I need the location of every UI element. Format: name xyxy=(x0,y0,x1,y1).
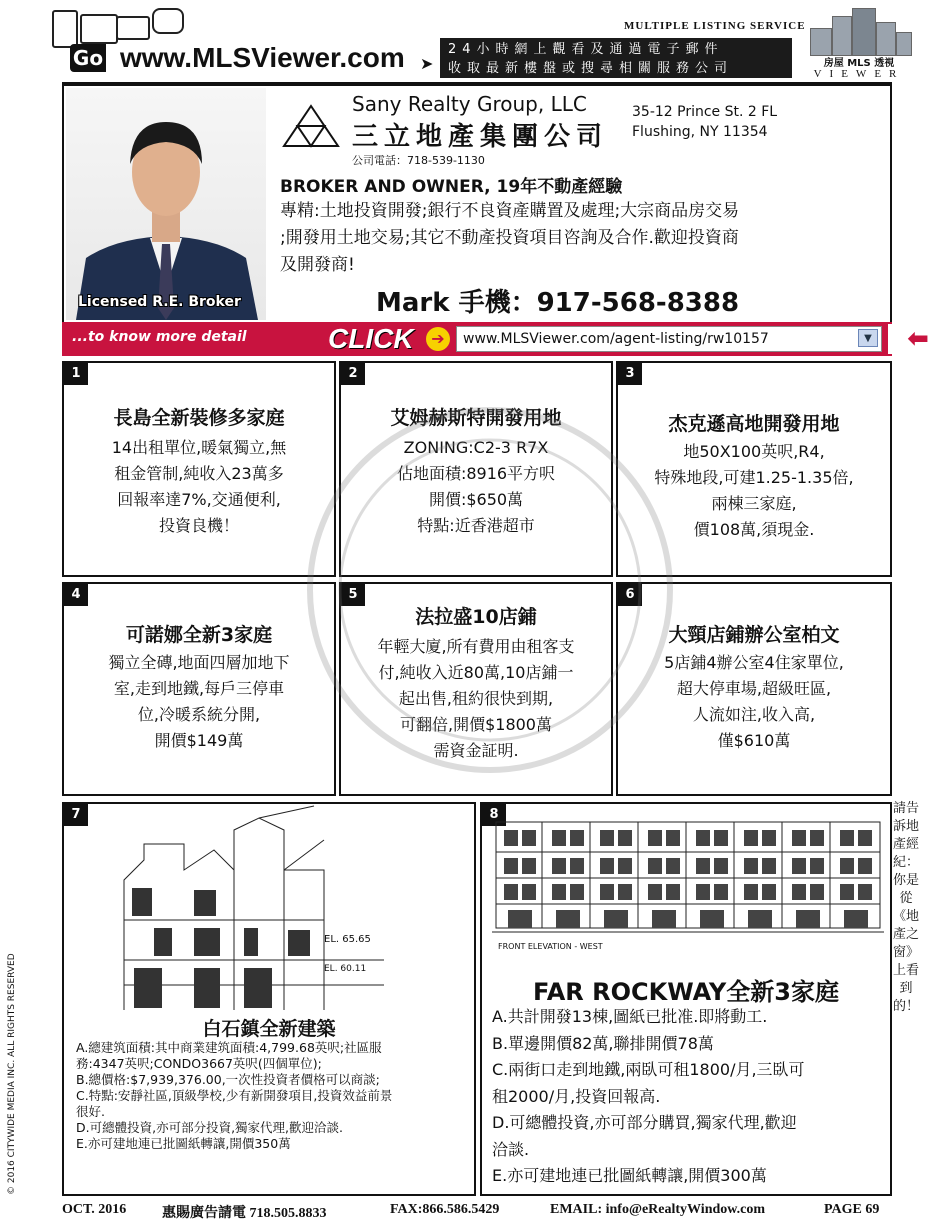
listing-line: 5店鋪4辦公室4住家單位, xyxy=(664,653,844,672)
mls-viewer-logo xyxy=(804,6,914,80)
devices-icon xyxy=(52,6,182,46)
listing-box-3 xyxy=(616,361,892,577)
listing-line: 開價$149萬 xyxy=(154,731,244,750)
listing-box-8 xyxy=(480,802,892,1196)
cursor-icon: ➤ xyxy=(420,54,434,73)
company-name-zh: 三立地產集團公司 xyxy=(352,122,609,152)
listing-text xyxy=(76,1040,472,1152)
listing-title: 可諾娜全新3家庭 xyxy=(125,624,273,646)
listing-box-2 xyxy=(339,361,613,577)
elevation-label-low: EL. 60.11 xyxy=(324,964,367,974)
listing-line: C.兩街口走到地鐵,兩臥可租1800/月,三臥可 xyxy=(492,1060,805,1079)
listing-line: 租2000/月,投資回報高. xyxy=(492,1086,661,1106)
back-arrow-icon[interactable]: ⬅ xyxy=(888,324,948,354)
listing-line: 回報率達7%,交通便利, xyxy=(117,490,281,509)
listing-text xyxy=(618,439,890,543)
listing-title: FAR ROCKWAY全新3家庭 xyxy=(533,978,839,1006)
listing-line: 租金管制,純收入23萬多 xyxy=(114,464,284,483)
elevation-caption: FRONT ELEVATION - WEST xyxy=(498,942,603,951)
listing-line: ZONING:C2-3 R7X xyxy=(403,438,549,457)
go-button[interactable]: Go xyxy=(70,44,106,72)
company-address xyxy=(632,102,777,142)
listing-box-1 xyxy=(62,361,336,577)
listing-line: 起出售,租約很快到期, xyxy=(398,689,554,708)
listing-line: 洽談. xyxy=(492,1139,530,1159)
tagline-line2: 收取最新樓盤或搜尋相關服務公司 xyxy=(448,61,734,76)
footer-fax: FAX:866.586.5429 xyxy=(390,1202,500,1217)
address-line1: 35-12 Prince St. 2 FL xyxy=(632,104,778,120)
listing-line: 投資良機！ xyxy=(158,516,239,535)
address-line2: Flushing, NY 11354 xyxy=(632,124,768,140)
listing-line: 價108萬,須現金. xyxy=(693,520,815,539)
listing-number: 8 xyxy=(482,804,506,826)
listing-number: 4 xyxy=(64,584,88,606)
listing-title: 白石鎮全新建築 xyxy=(202,1018,336,1040)
listing-line: 僅$610萬 xyxy=(717,731,791,750)
listing-title: 法拉盛10店鋪 xyxy=(415,606,537,628)
broker-experience: BROKER AND OWNER, 19年不動產經驗 xyxy=(280,177,623,197)
listing-text xyxy=(341,435,611,539)
townhouse-elevation-drawing xyxy=(492,814,884,940)
chevron-down-icon[interactable]: ▼ xyxy=(858,329,878,347)
company-name-en: Sany Realty Group, LLC xyxy=(352,92,587,116)
tagline-line1: 24小時網上觀看及通過電子郵件 xyxy=(448,42,724,57)
listing-line: 特殊地段,可建1.25-1.35倍, xyxy=(654,468,854,487)
footer-date: OCT. 2016 xyxy=(62,1202,127,1217)
specialty-line3: 及開發商! xyxy=(280,255,355,275)
click-button[interactable]: CLICK xyxy=(328,323,414,354)
agent-photo xyxy=(66,88,266,320)
tagline xyxy=(440,38,792,78)
listing-line: 室,走到地鐵,每戶三停車 xyxy=(113,679,285,698)
listing-title: 杰克遜高地開發用地 xyxy=(668,413,840,435)
listing-line: 地50X100英呎,R4, xyxy=(683,442,825,461)
company-phone: 公司電話：718-539-1130 xyxy=(352,154,485,167)
listing-line: D.可總體投資,亦可部分投資,獨家代理,歡迎洽談. xyxy=(76,1120,343,1135)
listing-line: 超大停車場,超級旺區, xyxy=(676,679,832,698)
listing-line: 很好. xyxy=(76,1104,105,1119)
listing-line: 年輕大廈,所有費用由租客支 xyxy=(377,637,575,656)
listing-title: 艾姆赫斯特開發用地 xyxy=(390,407,562,429)
listing-line: 人流如注,收入高, xyxy=(692,705,816,724)
side-slogan: 請告訴地產經紀：你是從《地產之窗》上看到的！ xyxy=(893,801,920,1014)
agent-specialty xyxy=(280,198,886,279)
footer-email: EMAIL: info@eRealtyWindow.com xyxy=(550,1202,765,1217)
listing-line: B.單邊開價82萬,聯排開價78萬 xyxy=(492,1033,714,1053)
listing-box-6 xyxy=(616,582,892,796)
listing-line: A.共計開發13棟,圖紙已批准.即將動工. xyxy=(492,1007,768,1026)
listing-number: 6 xyxy=(618,584,642,606)
listing-line: 務:4347英呎;CONDO3667英呎(四個單位); xyxy=(76,1056,322,1071)
listing-number: 7 xyxy=(64,804,88,826)
listing-text xyxy=(492,1004,892,1190)
listing-line: 可翻倍,開價$1800萬 xyxy=(400,715,552,734)
listing-line: E.亦可建地連已批圖紙轉讓,開價300萬 xyxy=(492,1166,767,1185)
elevation-label-high: EL. 65.65 xyxy=(324,934,371,945)
footer-page: PAGE 69 xyxy=(824,1202,880,1217)
listing-line: 14出租單位,暖氣獨立,無 xyxy=(111,438,287,457)
listing-line: 開價:$650萬 xyxy=(428,490,524,509)
listing-number: 1 xyxy=(64,363,88,385)
listing-line: D.可總體投資,亦可部分購買,獨家代理,歡迎 xyxy=(492,1113,797,1132)
arrow-right-icon: ➔ xyxy=(426,327,450,351)
logo-caption: 房屋 MLS 透視 xyxy=(823,58,895,69)
more-detail-text: ...to know more detail xyxy=(72,329,247,345)
listing-line: 佔地面積:8916平方呎 xyxy=(396,464,556,483)
mls-service-title: MULTIPLE LISTING SERVICE xyxy=(624,20,806,32)
agent-listing-url[interactable]: www.MLSViewer.com/agent-listing/rw10157 xyxy=(456,326,882,352)
listing-line: C.特點:安靜社區,頂級學校,少有新開發項目,投資效益前景 xyxy=(76,1088,393,1103)
footer-ad-phone: 惠賜廣告請電 718.505.8833 xyxy=(162,1206,327,1221)
listing-title: 長島全新裝修多家庭 xyxy=(113,407,285,429)
listing-line: 特點:近香港超市 xyxy=(417,516,535,535)
licensed-label: Licensed R.E. Broker xyxy=(78,294,241,310)
listing-line: E.亦可建地連已批圖紙轉讓,開價350萬 xyxy=(76,1136,291,1151)
listing-number: 2 xyxy=(341,363,365,385)
listing-line: 兩棟三家庭, xyxy=(711,494,797,513)
copyright-notice xyxy=(0,940,22,1200)
listing-number: 5 xyxy=(341,584,365,606)
listing-box-7 xyxy=(62,802,476,1196)
listing-line: 獨立全磚,地面四層加地下 xyxy=(108,653,290,672)
listing-line: 位,冷暖系統分開, xyxy=(137,705,261,724)
listing-text xyxy=(341,634,611,764)
listing-text xyxy=(64,435,334,539)
listing-text xyxy=(64,650,334,754)
listing-box-4 xyxy=(62,582,336,796)
specialty-line1: 專精:土地投資開發;銀行不良資產購置及處理;大宗商品房交易 xyxy=(280,201,740,221)
listing-title: 大頸店鋪辦公室柏文 xyxy=(668,624,840,646)
listing-text xyxy=(618,650,890,754)
site-link[interactable]: www.MLSViewer.com xyxy=(120,42,405,73)
listing-box-5 xyxy=(339,582,613,796)
agent-mobile: Mark 手機：917-568-8388 xyxy=(376,288,740,318)
company-logo-icon xyxy=(282,104,340,152)
listing-line: 需資金証明. xyxy=(433,741,519,760)
building-elevation-drawing xyxy=(84,810,464,1010)
listing-line: B.總價格:$7,939,376.00,一次性投資者價格可以商談; xyxy=(76,1072,380,1087)
listing-line: 付,純收入近80萬,10店鋪一 xyxy=(378,663,574,682)
listing-line: A.總建筑面積:其中商業建筑面積:4,799.68英呎;社區服 xyxy=(76,1040,382,1055)
click-bar[interactable] xyxy=(62,322,929,356)
copyright-text: © 2016 CITYWIDE MEDIA INC. ALL RIGHTS RESERVED xyxy=(7,953,17,1195)
specialty-line2: ;開發用土地交易;其它不動產投資項目咨詢及合作.歡迎投資商 xyxy=(280,228,739,248)
logo-viewer: VIEWER xyxy=(813,68,905,80)
listing-number: 3 xyxy=(618,363,642,385)
